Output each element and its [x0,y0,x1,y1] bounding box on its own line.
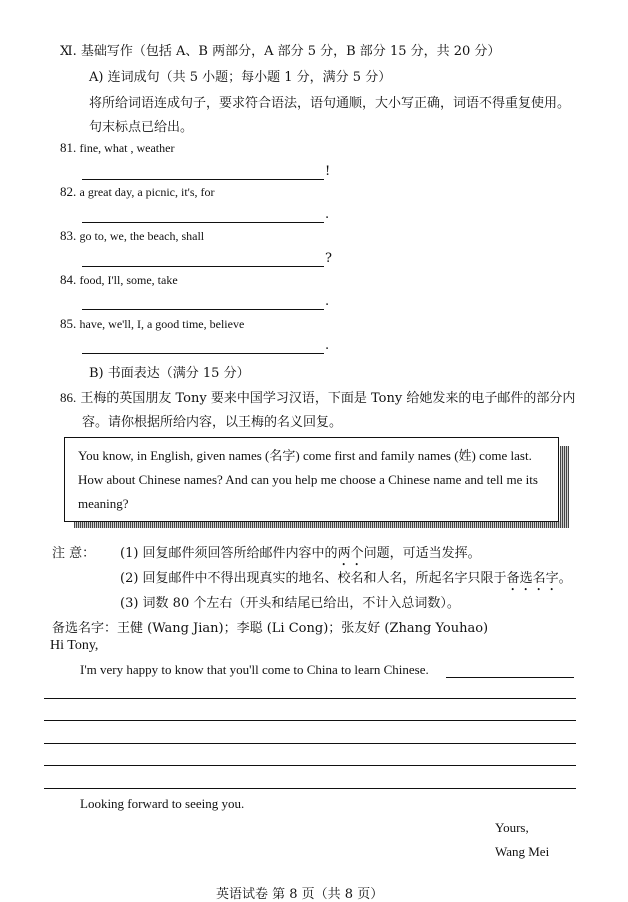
end-punct-84: . [325,294,330,309]
answer-line-81[interactable] [82,179,324,180]
part-b-title: B) 书面表达（满分 15 分） [89,366,250,381]
answer-line-83[interactable] [82,266,324,267]
candidates-label: 备选名字： [52,621,118,636]
end-punct-85: . [325,338,330,353]
question-number: 84. [60,272,77,287]
part-a-instruction-1: 将所给词语连成句子，要求符合语法，语句通顺，大小写正确，词语不得重复使用。 [89,96,571,111]
page-footer: 英语试卷 第 8 页（共 8 页） [216,887,384,902]
question-words: fine, what , weather [79,141,175,155]
sign-off: Yours, [495,820,529,835]
answer-line-82[interactable] [82,222,324,223]
note-1-text-end: 问题，可适当发挥。 [363,546,481,561]
question-84 [60,272,178,288]
question-words: go to, we, the beach, shall [79,229,205,243]
question-82 [60,184,215,200]
note-1 [120,542,481,569]
closing-sentence: Looking forward to seeing you. [80,796,245,811]
opening-sentence: I'm very happy to know that you'll come to China to learn Chinese. [80,662,429,677]
writing-line-2[interactable] [44,720,576,721]
note-label: 注 意： [52,546,96,561]
writing-line-1[interactable] [44,698,576,699]
question-86 [60,387,575,406]
writing-line-4[interactable] [44,765,576,766]
note-2 [120,567,572,594]
end-punct-81: ! [325,164,331,179]
question-words: food, I'll, some, take [79,273,178,287]
writing-line-3[interactable] [44,743,576,744]
end-punct-83: ? [325,251,332,266]
question-number: 86. [60,390,77,405]
end-punct-82: . [325,207,330,222]
candidates-list: 王健 (Wang Jian)；李聪 (Li Cong)；张友好 (Zhang Youhao) [117,621,489,636]
answer-line-84[interactable] [82,309,324,310]
question-number: 85. [60,316,77,331]
note-1-text: (1) 回复邮件须回答所给邮件内容中的 [120,546,338,561]
writing-line-0[interactable] [446,677,574,678]
writing-line-5[interactable] [44,788,576,789]
note-2-emphasis: 备选名字 [506,571,559,586]
question-86-line-1: 王梅的英国朋友 Tony 要来中国学习汉语，下面是 Tony 给她发来的电子邮件的部分内 [80,391,576,406]
email-excerpt-text: You know, in English, given names (名字) come first and family names (姓) come last. How about Chinese names? And can you help me choose a Chinese name and tell me its meaning? [78,448,538,511]
candidate-names [52,617,488,636]
question-words: have, we'll, I, a good time, believe [79,317,245,331]
question-81 [60,140,174,156]
note-3: (3) 词数 80 个左右（开头和结尾已给出，不计入总词数）。 [120,596,460,611]
question-number: 81. [60,140,77,155]
note-2-text-end: 。 [558,571,572,586]
note-1-emphasis: 两个 [337,546,364,561]
section-heading: Ⅺ. 基础写作（包括 A、B 两部分，A 部分 5 分，B 部分 15 分，共 20 分） [60,44,501,59]
note-2-text: (2) 回复邮件中不得出现真实的地名、校名和人名，所起名字只限于 [120,571,507,586]
question-number: 82. [60,184,77,199]
question-83 [60,228,204,244]
signature: Wang Mei [495,844,550,859]
answer-line-85[interactable] [82,353,324,354]
question-86-line-2: 容。请你根据所给内容，以王梅的名义回复。 [82,415,343,430]
greeting: Hi Tony, [50,638,99,653]
question-words: a great day, a picnic, it's, for [79,185,215,199]
part-a-instruction-2: 句末标点已给出。 [89,120,194,135]
part-a-title: A) 连词成句（共 5 小题；每小题 1 分，满分 5 分） [89,70,392,85]
box-shadow-bottom [74,521,569,528]
question-85 [60,316,244,332]
question-number: 83. [60,228,77,243]
box-shadow-right [560,446,569,526]
